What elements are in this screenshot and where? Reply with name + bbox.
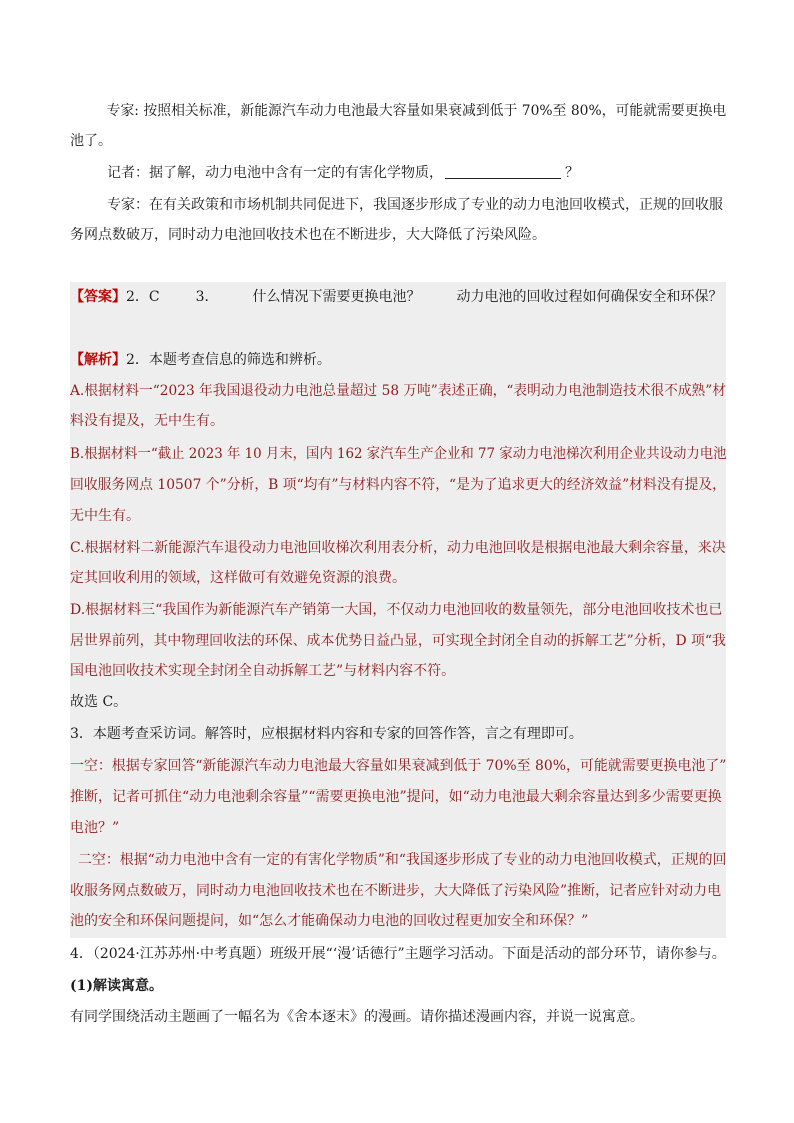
expert-answer-2-line1: 专家：在有关政策和市场机制共同促进下，我国逐步形成了专业的动力电池回收模式，正规的回收服 [107, 197, 723, 213]
reporter-question-mark: ？ [565, 165, 579, 181]
option-d-line1: D.根据材料三“我国作为新能源汽车产销第一大国，不仅动力电池回收的数量领先，部分电池回收技术也已 [70, 602, 723, 618]
question-4-prompt: 有同学围绕活动主题画了一幅名为《舍本逐末》的漫画。请你描述漫画内容，并说一说寓意。 [70, 1009, 644, 1025]
expert-answer-2-line2: 务网点数破万，同时动力电池回收技术也在不断进步，大大降低了污染风险。 [70, 227, 546, 243]
expert-answer-1-line1: 专家: 按照相关标准，新能源汽车动力电池最大容量如果衰减到低于 70%至 80%，可能就需要更换电 [106, 103, 727, 119]
option-b-line2: 回收服务网点 10507 个”分析，B 项“均有”与材料内容不符，“是为了追求更大的经济效益”材料没有提及， [70, 477, 727, 493]
answer-tag: 【答案】 [70, 289, 126, 305]
question-4-stem: 4．（2024·江苏苏州·中考真题）班级开展“‘漫’话德行”主题学习活动。下面是活动的部分环节，请你参与。 [70, 946, 726, 962]
expert-answer-1-line2: 池了。 [70, 133, 112, 149]
answer-blank-2: 动力电池的回收过程如何确保安全和环保？ [456, 289, 723, 305]
blank1-analysis-line1: 一空：根据专家回答“新能源汽车动力电池最大容量如果衰减到低于 70%至 80%，可能就需要更换电池了” [70, 758, 727, 774]
blank2-analysis-line3: 池的安全和环保问题提问，如“怎么才能确保动力电池的回收过程更加安全和环保？” [70, 913, 589, 929]
analysis-intro [70, 350, 331, 370]
blank1-analysis-line3: 电池？” [70, 820, 120, 836]
answer-q3-number: 3． [195, 289, 219, 305]
answer-blank-1: 什么情况下需要更换电池？ [252, 289, 421, 305]
blank2-analysis-line1: 二空：根据“动力电池中含有一定的有害化学物质”和“我国逐步形成了专业的动力电池回收模式，正规的回 [78, 852, 727, 868]
answer-blank[interactable] [445, 164, 561, 179]
reporter-question [70, 163, 579, 183]
option-c-line1: C.根据材料二新能源汽车退役动力电池回收梯次利用表分析，动力电池回收是根据电池最大剩余容量，来决 [70, 540, 726, 556]
blank1-analysis-line2: 推断，记者可抓住“动力电池剩余容量”“需要更换电池”提问，如“动力电池最大剩余容量达到多少需要更换 [70, 789, 722, 805]
analysis-tag: 【解析】 [70, 352, 126, 368]
option-a-line2: 料没有提及，无中生有。 [70, 413, 224, 429]
reporter-question-text: 记者：据了解，动力电池中含有一定的有害化学物质， [107, 165, 443, 181]
choose-answer: 故选 C。 [70, 694, 128, 710]
option-b-line3: 无中生有。 [70, 508, 140, 524]
option-a-line1: A.根据材料一“2023 年我国退役动力电池总量超过 58 万吨”表述正确，“表明动力电池制造技术很不成熟”材 [70, 383, 726, 399]
answer-line [70, 287, 723, 307]
answer-q2: 2．C [126, 289, 160, 305]
analysis-intro-text: 2．本题考查信息的筛选和辨析。 [126, 352, 331, 368]
question-4-sub1: (1)解读寓意。 [70, 978, 163, 994]
option-d-line2: 居世界前列，其中物理回收法的环保、成本优势日益凸显，可实现全封闭全自动的拆解工艺”分析，D 项“我 [70, 633, 726, 649]
option-c-line2: 定其回收利用的领域，这样做可有效避免资源的浪费。 [70, 570, 406, 586]
option-b-line1: B.根据材料一“截止 2023 年 10 月末，国内 162 家汽车生产企业和 77 家动力电池梯次利用企业共设动力电池 [70, 446, 727, 462]
q3-analysis-intro: 3．本题考查采访词。解答时，应根据材料内容和专家的回答作答，言之有理即可。 [70, 726, 583, 742]
blank2-analysis-line2: 收服务网点数破万，同时动力电池回收技术也在不断进步，大大降低了污染风险”推断，记者应针对动力电 [70, 883, 722, 899]
option-d-line3: 国电池回收技术实现全封闭全自动拆解工艺”与材料内容不符。 [70, 663, 456, 679]
